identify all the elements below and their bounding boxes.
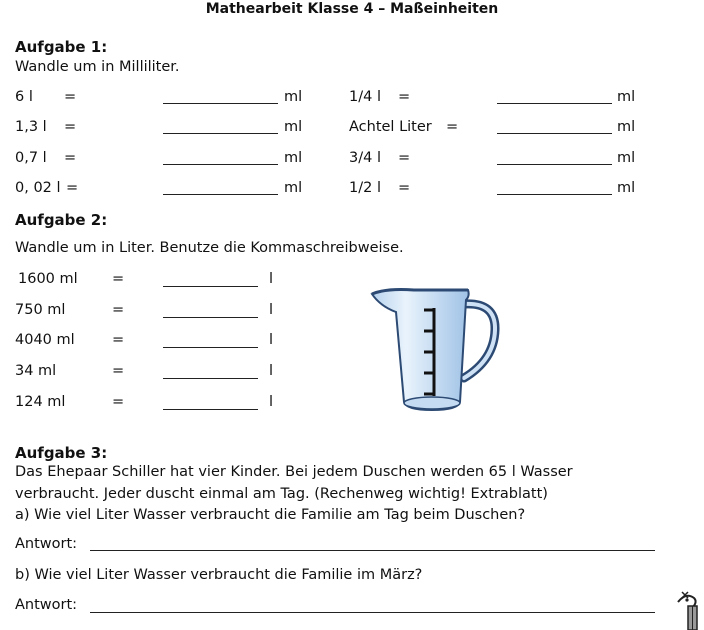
answer-line-a[interactable] xyxy=(90,550,655,551)
answer-blank[interactable] xyxy=(497,103,612,104)
answer-blank[interactable] xyxy=(163,347,258,348)
answer-blank[interactable] xyxy=(163,133,278,134)
answer-blank[interactable] xyxy=(163,194,278,195)
measuring-jug-icon xyxy=(368,282,508,414)
equals-sign: = xyxy=(64,89,77,105)
task3-text-line2: verbraucht. Jeder duscht einmal am Tag. (Rechenweg wichtig! Extrablatt) xyxy=(15,486,548,502)
equals-sign: = xyxy=(112,332,125,348)
task1-left-item: 1,3 l xyxy=(15,119,47,135)
task2-instruction: Wandle um in Liter. Benutze die Kommaschreibweise. xyxy=(15,240,404,256)
equals-sign: = xyxy=(398,180,411,196)
pencil-mascot-icon xyxy=(674,588,704,630)
equals-sign: = xyxy=(66,180,79,196)
task1-right-item: 1/2 l xyxy=(349,180,381,196)
equals-sign: = xyxy=(398,89,411,105)
equals-sign: = xyxy=(64,150,77,166)
task2-heading: Aufgabe 2: xyxy=(15,211,108,229)
task1-left-item: 0, 02 l xyxy=(15,180,61,196)
task3-question-b: b) Wie viel Liter Wasser verbraucht die Familie im März? xyxy=(15,567,423,583)
answer-blank[interactable] xyxy=(163,103,278,104)
unit-label: ml xyxy=(284,119,303,135)
answer-blank[interactable] xyxy=(497,194,612,195)
equals-sign: = xyxy=(112,302,125,318)
task3-heading: Aufgabe 3: xyxy=(15,444,108,462)
answer-blank[interactable] xyxy=(163,164,278,165)
unit-label: l xyxy=(269,302,274,318)
task1-instruction: Wandle um in Milliliter. xyxy=(15,59,180,75)
equals-sign: = xyxy=(112,363,125,379)
answer-label: Antwort: xyxy=(15,597,78,613)
answer-blank[interactable] xyxy=(163,286,258,287)
answer-label: Antwort: xyxy=(15,536,78,552)
task2-item: 1600 ml xyxy=(18,271,78,287)
task3-question-a: a) Wie viel Liter Wasser verbraucht die Familie am Tag beim Duschen? xyxy=(15,507,526,523)
page-title: Mathearbeit Klasse 4 – Maßeinheiten xyxy=(205,1,499,17)
task2-item: 750 ml xyxy=(15,302,66,318)
unit-label: ml xyxy=(617,119,636,135)
equals-sign: = xyxy=(112,271,125,287)
unit-label: l xyxy=(269,332,274,348)
unit-label: ml xyxy=(617,150,636,166)
answer-blank[interactable] xyxy=(163,378,258,379)
equals-sign: = xyxy=(64,119,77,135)
task1-right-item: 3/4 l xyxy=(349,150,381,166)
equals-sign: = xyxy=(398,150,411,166)
task1-left-item: 6 l xyxy=(15,89,33,105)
answer-blank[interactable] xyxy=(497,164,612,165)
answer-blank[interactable] xyxy=(163,317,258,318)
unit-label: l xyxy=(269,394,274,410)
task2-item: 124 ml xyxy=(15,394,66,410)
answer-blank[interactable] xyxy=(497,133,612,134)
task2-item: 4040 ml xyxy=(15,332,75,348)
unit-label: ml xyxy=(284,150,303,166)
task1-left-item: 0,7 l xyxy=(15,150,47,166)
answer-blank[interactable] xyxy=(163,409,258,410)
unit-label: ml xyxy=(284,89,303,105)
task1-heading: Aufgabe 1: xyxy=(15,38,108,56)
equals-sign: = xyxy=(112,394,125,410)
task2-item: 34 ml xyxy=(15,363,57,379)
answer-line-b[interactable] xyxy=(90,612,655,613)
task1-right-item: Achtel Liter xyxy=(349,119,432,135)
task3-text-line1: Das Ehepaar Schiller hat vier Kinder. Bei jedem Duschen werden 65 l Wasser xyxy=(15,464,573,480)
unit-label: ml xyxy=(617,180,636,196)
unit-label: l xyxy=(269,271,274,287)
equals-sign: = xyxy=(446,119,459,135)
unit-label: l xyxy=(269,363,274,379)
task1-right-item: 1/4 l xyxy=(349,89,381,105)
unit-label: ml xyxy=(617,89,636,105)
unit-label: ml xyxy=(284,180,303,196)
